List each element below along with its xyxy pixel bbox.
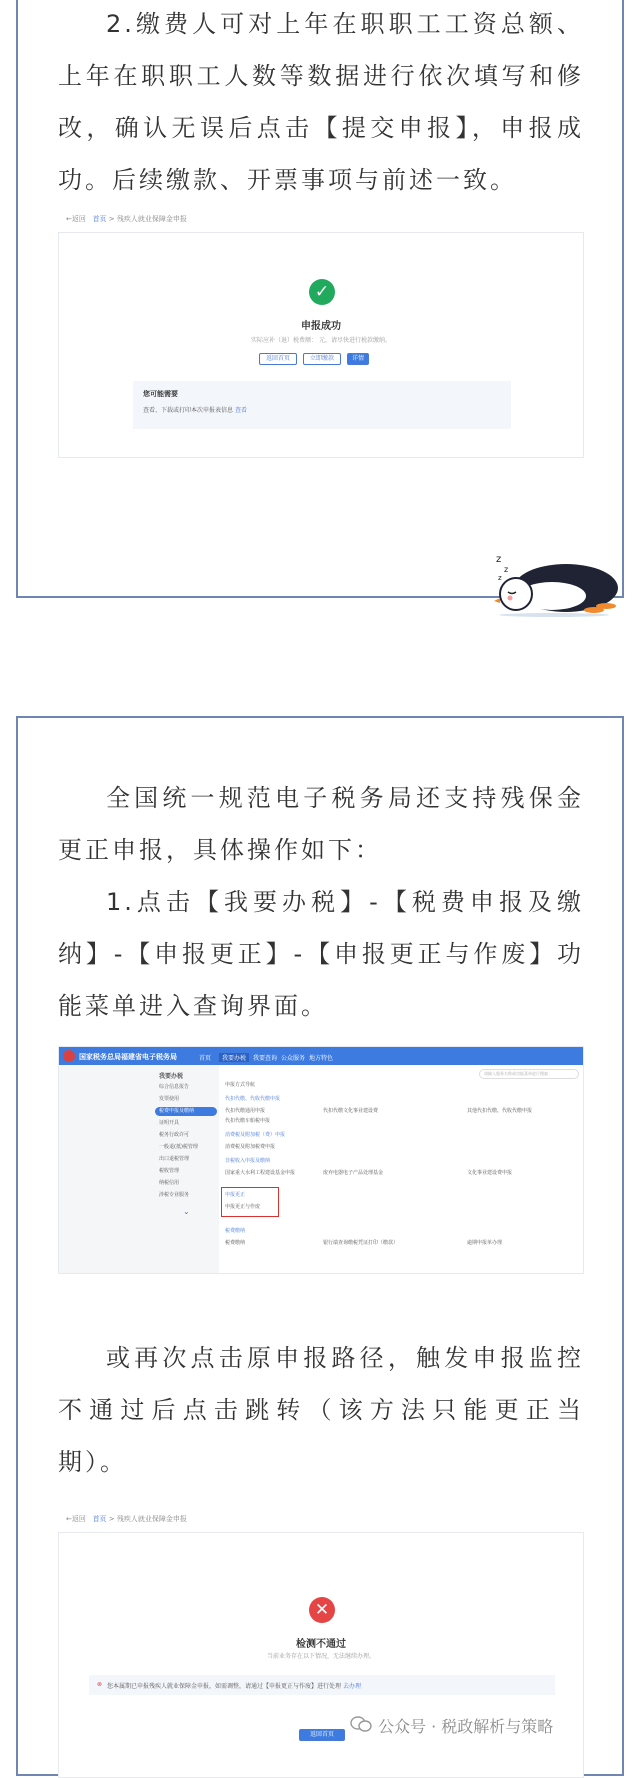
menu-item[interactable]: 其他代扣代缴、代收代缴申报	[467, 1108, 533, 1114]
result-panel	[58, 1532, 584, 1778]
menu-heading: 申报方式导航	[225, 1082, 256, 1088]
menu-item[interactable]: 文化事业建设费申报	[467, 1170, 513, 1176]
hint-title: 您可能需要	[143, 390, 178, 398]
go-handle-link[interactable]: 去办理	[342, 1683, 361, 1690]
sidebar-item-info-report[interactable]: 综合信息报告	[159, 1084, 190, 1090]
site-header	[59, 1047, 583, 1065]
wechat-icon	[350, 1716, 372, 1732]
sidebar-item-invoice[interactable]: 发票使用	[159, 1096, 180, 1102]
sidebar	[59, 1065, 219, 1273]
svg-text:z: z	[498, 574, 502, 582]
hint-view-link[interactable]: 查看	[234, 407, 247, 414]
sidebar-title: 我要办税	[159, 1073, 184, 1080]
screenshot-tax-menu	[58, 1046, 584, 1274]
screenshot-declaration-success	[58, 210, 584, 458]
back-home-button[interactable]: 返回首页	[259, 353, 297, 365]
nav-home[interactable]: 首页	[199, 1055, 212, 1062]
nav-local-feature[interactable]: 地方特色	[309, 1055, 334, 1062]
details-button[interactable]: 详情	[347, 353, 369, 365]
result-panel	[58, 232, 584, 458]
watermark: 公众号 · 税政解析与策略	[378, 1717, 554, 1736]
breadcrumb	[66, 1514, 187, 1524]
search-placeholder: 请输入服务名称或功能菜单进行搜索	[484, 1071, 548, 1076]
back-link[interactable]: ←返回	[66, 1515, 86, 1523]
pay-now-button[interactable]: 立即缴款	[303, 353, 341, 365]
menu-item[interactable]: 代扣代缴文化事业建设费	[323, 1108, 379, 1114]
fail-message-text: 您本属期已申报残疾人就业保障金申报，如需调整，请通过【申报更正与作废】进行处理	[107, 1683, 342, 1690]
fail-subtitle: 当前业务存在以下情况，无法继续办理。	[266, 1653, 375, 1660]
fail-title: 检测不通过	[296, 1639, 346, 1650]
breadcrumb-separator: >	[108, 215, 115, 223]
error-x-icon: ✕	[309, 1597, 335, 1623]
paragraph-alt-path: 或再次点击原申报路径，触发申报监控不通过后点击跳转（该方法只能更正当期）。	[58, 1344, 584, 1476]
menu-item[interactable]: 逾期申报单办理	[467, 1240, 503, 1246]
hint-text-label: 查看、下载或打印本次申报表信息	[143, 407, 234, 414]
menu-item-correction-void[interactable]: 申报更正与作废	[225, 1204, 261, 1210]
chevron-down-icon[interactable]: ⌄	[183, 1207, 190, 1216]
breadcrumb-separator: >	[108, 1515, 115, 1523]
content-card-2	[16, 716, 624, 1776]
search-input[interactable]	[479, 1069, 579, 1079]
nav-tax-handling[interactable]: 我要办税	[219, 1053, 249, 1062]
breadcrumb-home[interactable]: 首页	[92, 215, 107, 223]
success-subtitle: 实际应补（退）税费额： 元，请尽快进行税款缴纳。	[251, 337, 391, 344]
breadcrumb-page: 残疾人就业保障金申报	[116, 215, 187, 223]
sidebar-item-credit[interactable]: 纳税信用	[159, 1180, 180, 1186]
nav-public-service[interactable]: 公众服务	[281, 1055, 306, 1062]
sidebar-item-tax-declaration[interactable]: 税费申报及缴纳	[155, 1107, 217, 1116]
back-link[interactable]: ←返回	[66, 215, 86, 223]
fail-message	[107, 1681, 361, 1690]
breadcrumb-page: 残疾人就业保障金申报	[116, 1515, 187, 1523]
tax-bureau-logo-icon	[63, 1050, 75, 1062]
success-title: 申报成功	[301, 321, 341, 332]
paragraph-submit-declaration: 2.缴费人可对上年在职职工工资总额、上年在职职工人数等数据进行依次填写和修改，确认无误后点击【提交申报】，申报成功。后续缴款、开票事项与前述一致。	[58, 10, 584, 194]
hint-box	[133, 381, 511, 429]
breadcrumb	[66, 214, 187, 224]
svg-text:z: z	[504, 565, 509, 574]
svg-text:z: z	[496, 554, 502, 565]
menu-item[interactable]: 代扣代缴通用申报	[225, 1108, 266, 1114]
breadcrumb-home[interactable]: 首页	[92, 1515, 107, 1523]
sleeping-penguin-icon	[494, 548, 624, 618]
hint-text	[143, 405, 247, 414]
nav-query[interactable]: 我要查询	[253, 1055, 278, 1062]
menu-group-title: 消费税及附加税（费）申报	[225, 1132, 286, 1138]
sidebar-item-refund[interactable]: 一般退(抵)税管理	[159, 1144, 198, 1150]
paragraph-menu-path: 1.点击【我要办税】-【税费申报及缴纳】-【申报更正】-【申报更正与作废】功能菜单进入查询界面。	[58, 888, 584, 1020]
check-success-icon: ✓	[309, 279, 335, 305]
menu-group-title: 代扣代缴、代收代缴申报	[225, 1096, 281, 1102]
menu-group-correction: 申报更正	[225, 1192, 246, 1198]
sidebar-item-professional[interactable]: 涉税专业服务	[159, 1192, 190, 1198]
menu-group-title: 非税收入申报及缴纳	[225, 1158, 271, 1164]
menu-item[interactable]: 国家重大水利工程建设基金申报	[225, 1170, 296, 1176]
sidebar-item-tax-mgmt[interactable]: 税收管理	[159, 1168, 180, 1174]
back-home-button[interactable]: 返回首页	[299, 1729, 345, 1741]
sidebar-item-export-refund[interactable]: 出口退税管理	[159, 1156, 190, 1162]
screenshot-check-failed	[58, 1510, 584, 1778]
site-title: 国家税务总局福建省电子税务局	[79, 1053, 177, 1061]
fail-message-box	[89, 1675, 555, 1695]
paragraph-correction-intro: 全国统一规范电子税务局还支持残保金更正申报，具体操作如下：	[58, 784, 584, 864]
menu-item[interactable]: 代扣代缴车船税申报	[225, 1118, 271, 1124]
sidebar-item-certificate[interactable]: 证明开具	[159, 1120, 180, 1126]
menu-item[interactable]: 废弃电器电子产品处理基金	[323, 1170, 384, 1176]
menu-group-title: 税费缴纳	[225, 1228, 246, 1234]
menu-item[interactable]: 消费税及附加税费申报	[225, 1144, 276, 1150]
content-card-1	[16, 0, 624, 598]
sidebar-item-permit[interactable]: 税务行政许可	[159, 1132, 190, 1138]
warning-icon: ⊗	[97, 1681, 103, 1688]
menu-item[interactable]: 税费缴纳	[225, 1240, 246, 1246]
menu-item[interactable]: 银行端查询缴税凭证打印（缴款）	[323, 1240, 399, 1246]
